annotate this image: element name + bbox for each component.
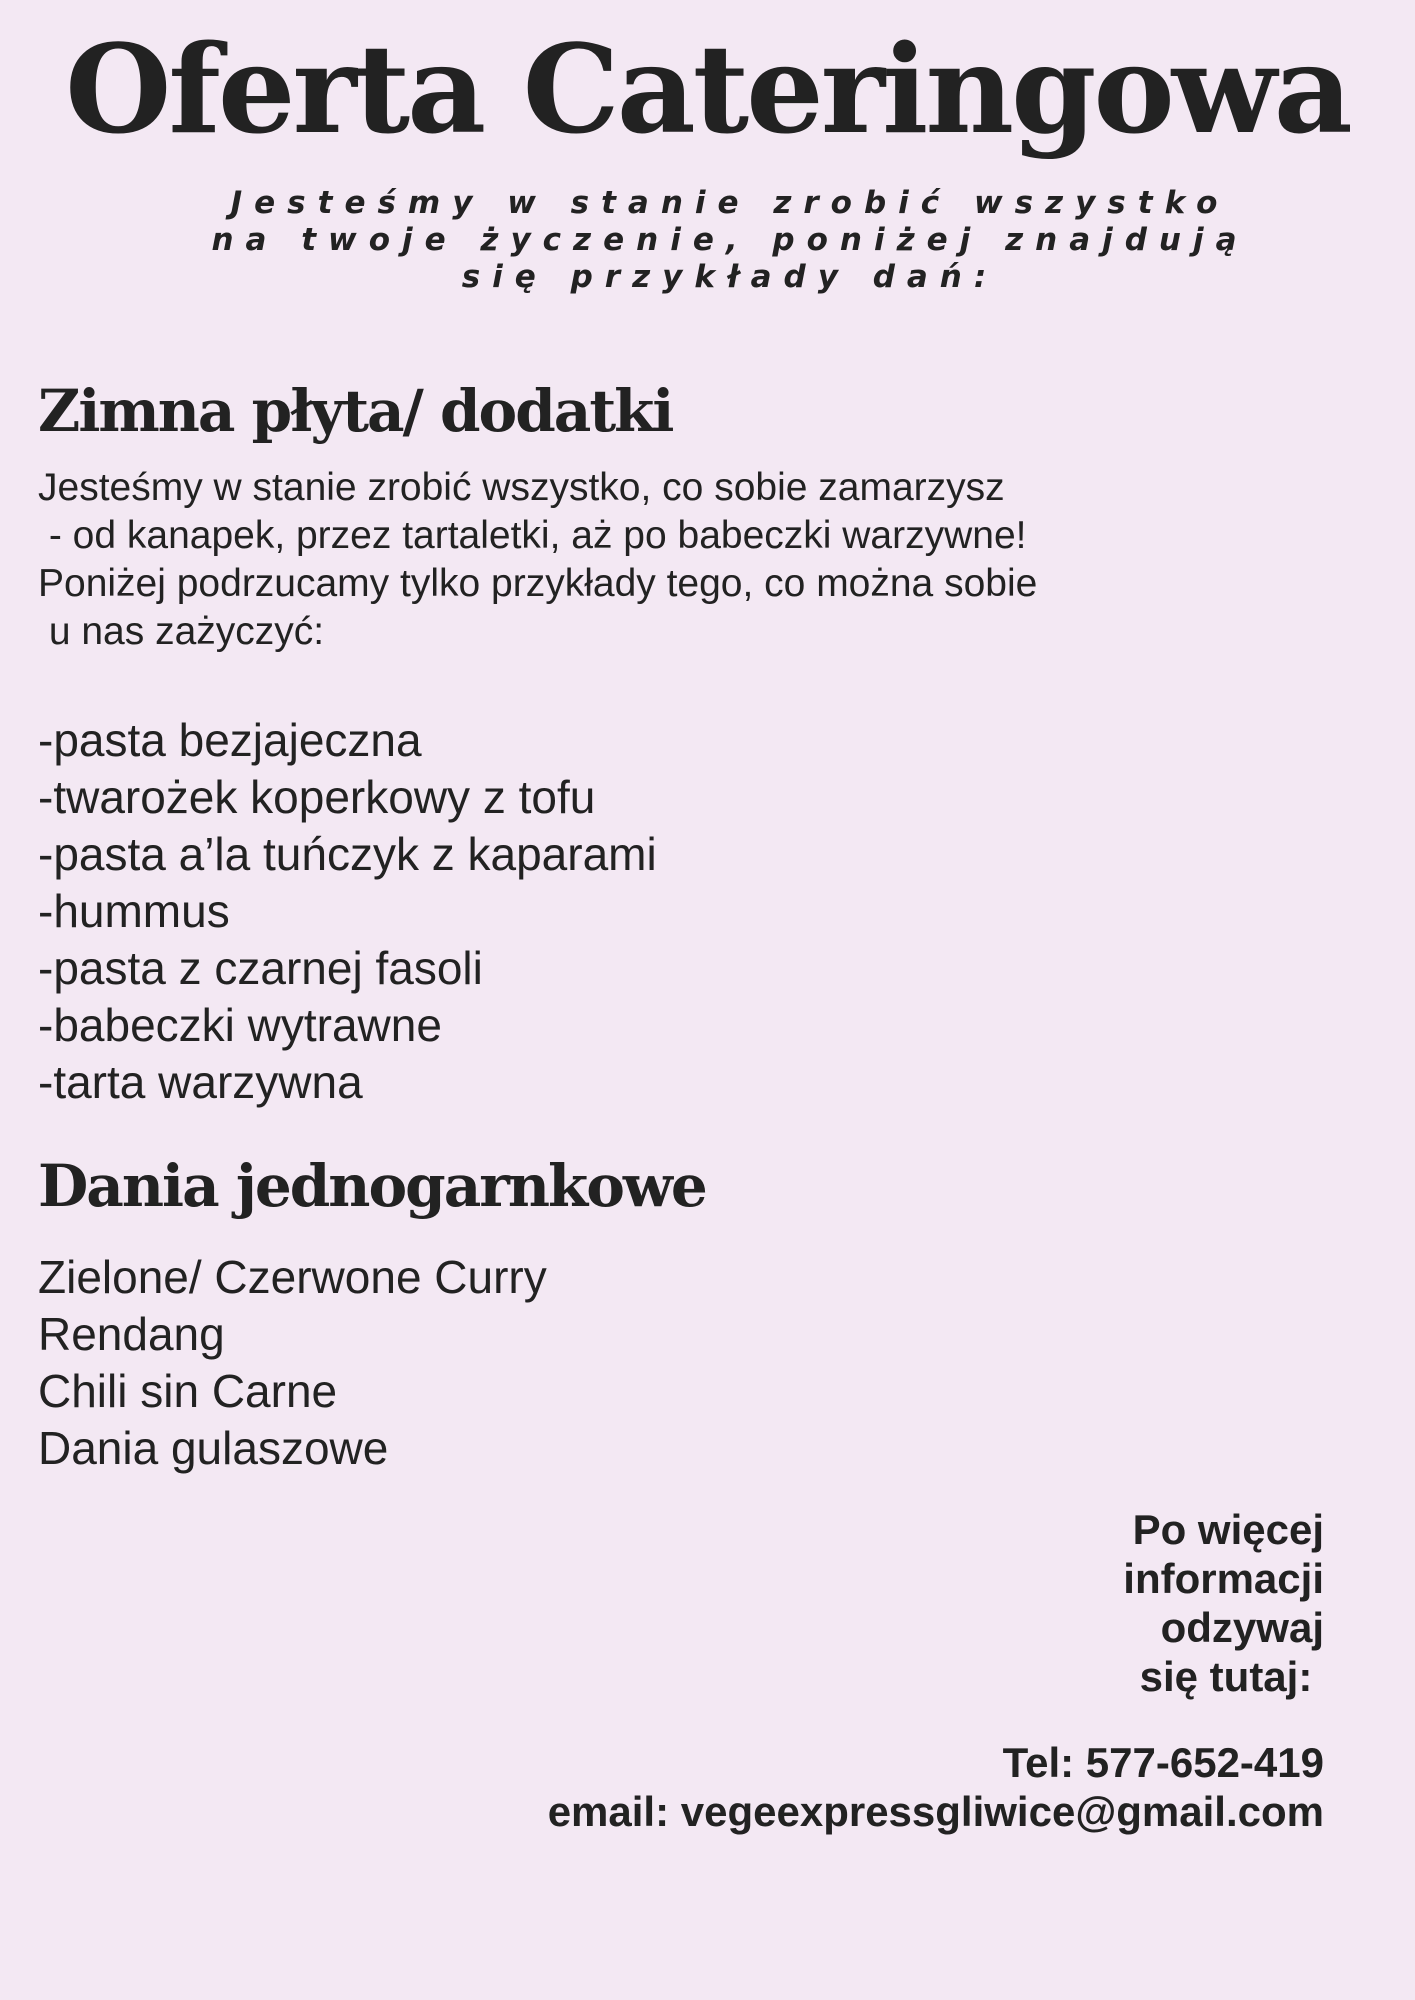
cold-platter-list bbox=[38, 712, 657, 1111]
page-title: Oferta Cateringowa bbox=[65, 17, 1350, 161]
subtitle-line: się przykłady dań: bbox=[461, 259, 999, 295]
section-heading-cold-platter: Zimna płyta/ dodatki bbox=[38, 377, 673, 445]
intro-line: Jesteśmy w stanie zrobić wszystko, co sobie zamarzysz bbox=[38, 466, 1005, 509]
more-info-line: Po więcej bbox=[1132, 1506, 1324, 1553]
cold-platter-intro bbox=[38, 464, 1368, 656]
list-item: -hummus bbox=[38, 885, 230, 937]
list-item: Dania gulaszowe bbox=[38, 1422, 389, 1474]
email-address[interactable]: email: vegeexpressgliwice@gmail.com bbox=[547, 1788, 1324, 1835]
list-item: -pasta bezjajeczna bbox=[38, 714, 422, 766]
list-item: -twarożek koperkowy z tofu bbox=[38, 771, 596, 823]
more-info-line: odzywaj bbox=[1160, 1604, 1324, 1651]
intro-line: - od kanapek, przez tartaletki, aż po babeczki warzywne! bbox=[38, 514, 1027, 557]
one-pot-list bbox=[38, 1249, 547, 1477]
list-item: -babeczki wytrawne bbox=[38, 999, 442, 1051]
list-item: -tarta warzywna bbox=[38, 1056, 363, 1108]
phone-number[interactable]: Tel: 577-652-419 bbox=[1002, 1739, 1324, 1786]
more-info-note bbox=[1123, 1505, 1324, 1701]
list-item: Rendang bbox=[38, 1308, 225, 1360]
list-item: Chili sin Carne bbox=[38, 1365, 338, 1417]
list-item: Zielone/ Czerwone Curry bbox=[38, 1251, 547, 1303]
intro-line: u nas zażyczyć: bbox=[38, 610, 325, 653]
subtitle-line: na twoje życzenie, poniżej znajdują bbox=[211, 222, 1249, 258]
list-item: -pasta a’la tuńczyk z kaparami bbox=[38, 828, 657, 880]
contact-info bbox=[548, 1738, 1324, 1836]
more-info-line: się tutaj: bbox=[1139, 1653, 1324, 1700]
more-info-line: informacji bbox=[1123, 1555, 1324, 1602]
list-item: -pasta z czarnej fasoli bbox=[38, 942, 483, 994]
subtitle bbox=[160, 185, 1300, 296]
intro-line: Poniżej podrzucamy tylko przykłady tego, co można sobie bbox=[38, 562, 1038, 605]
subtitle-line: Jesteśmy w stanie zrobić wszystko bbox=[230, 185, 1230, 221]
section-heading-one-pot: Dania jednogarnkowe bbox=[38, 1152, 706, 1220]
